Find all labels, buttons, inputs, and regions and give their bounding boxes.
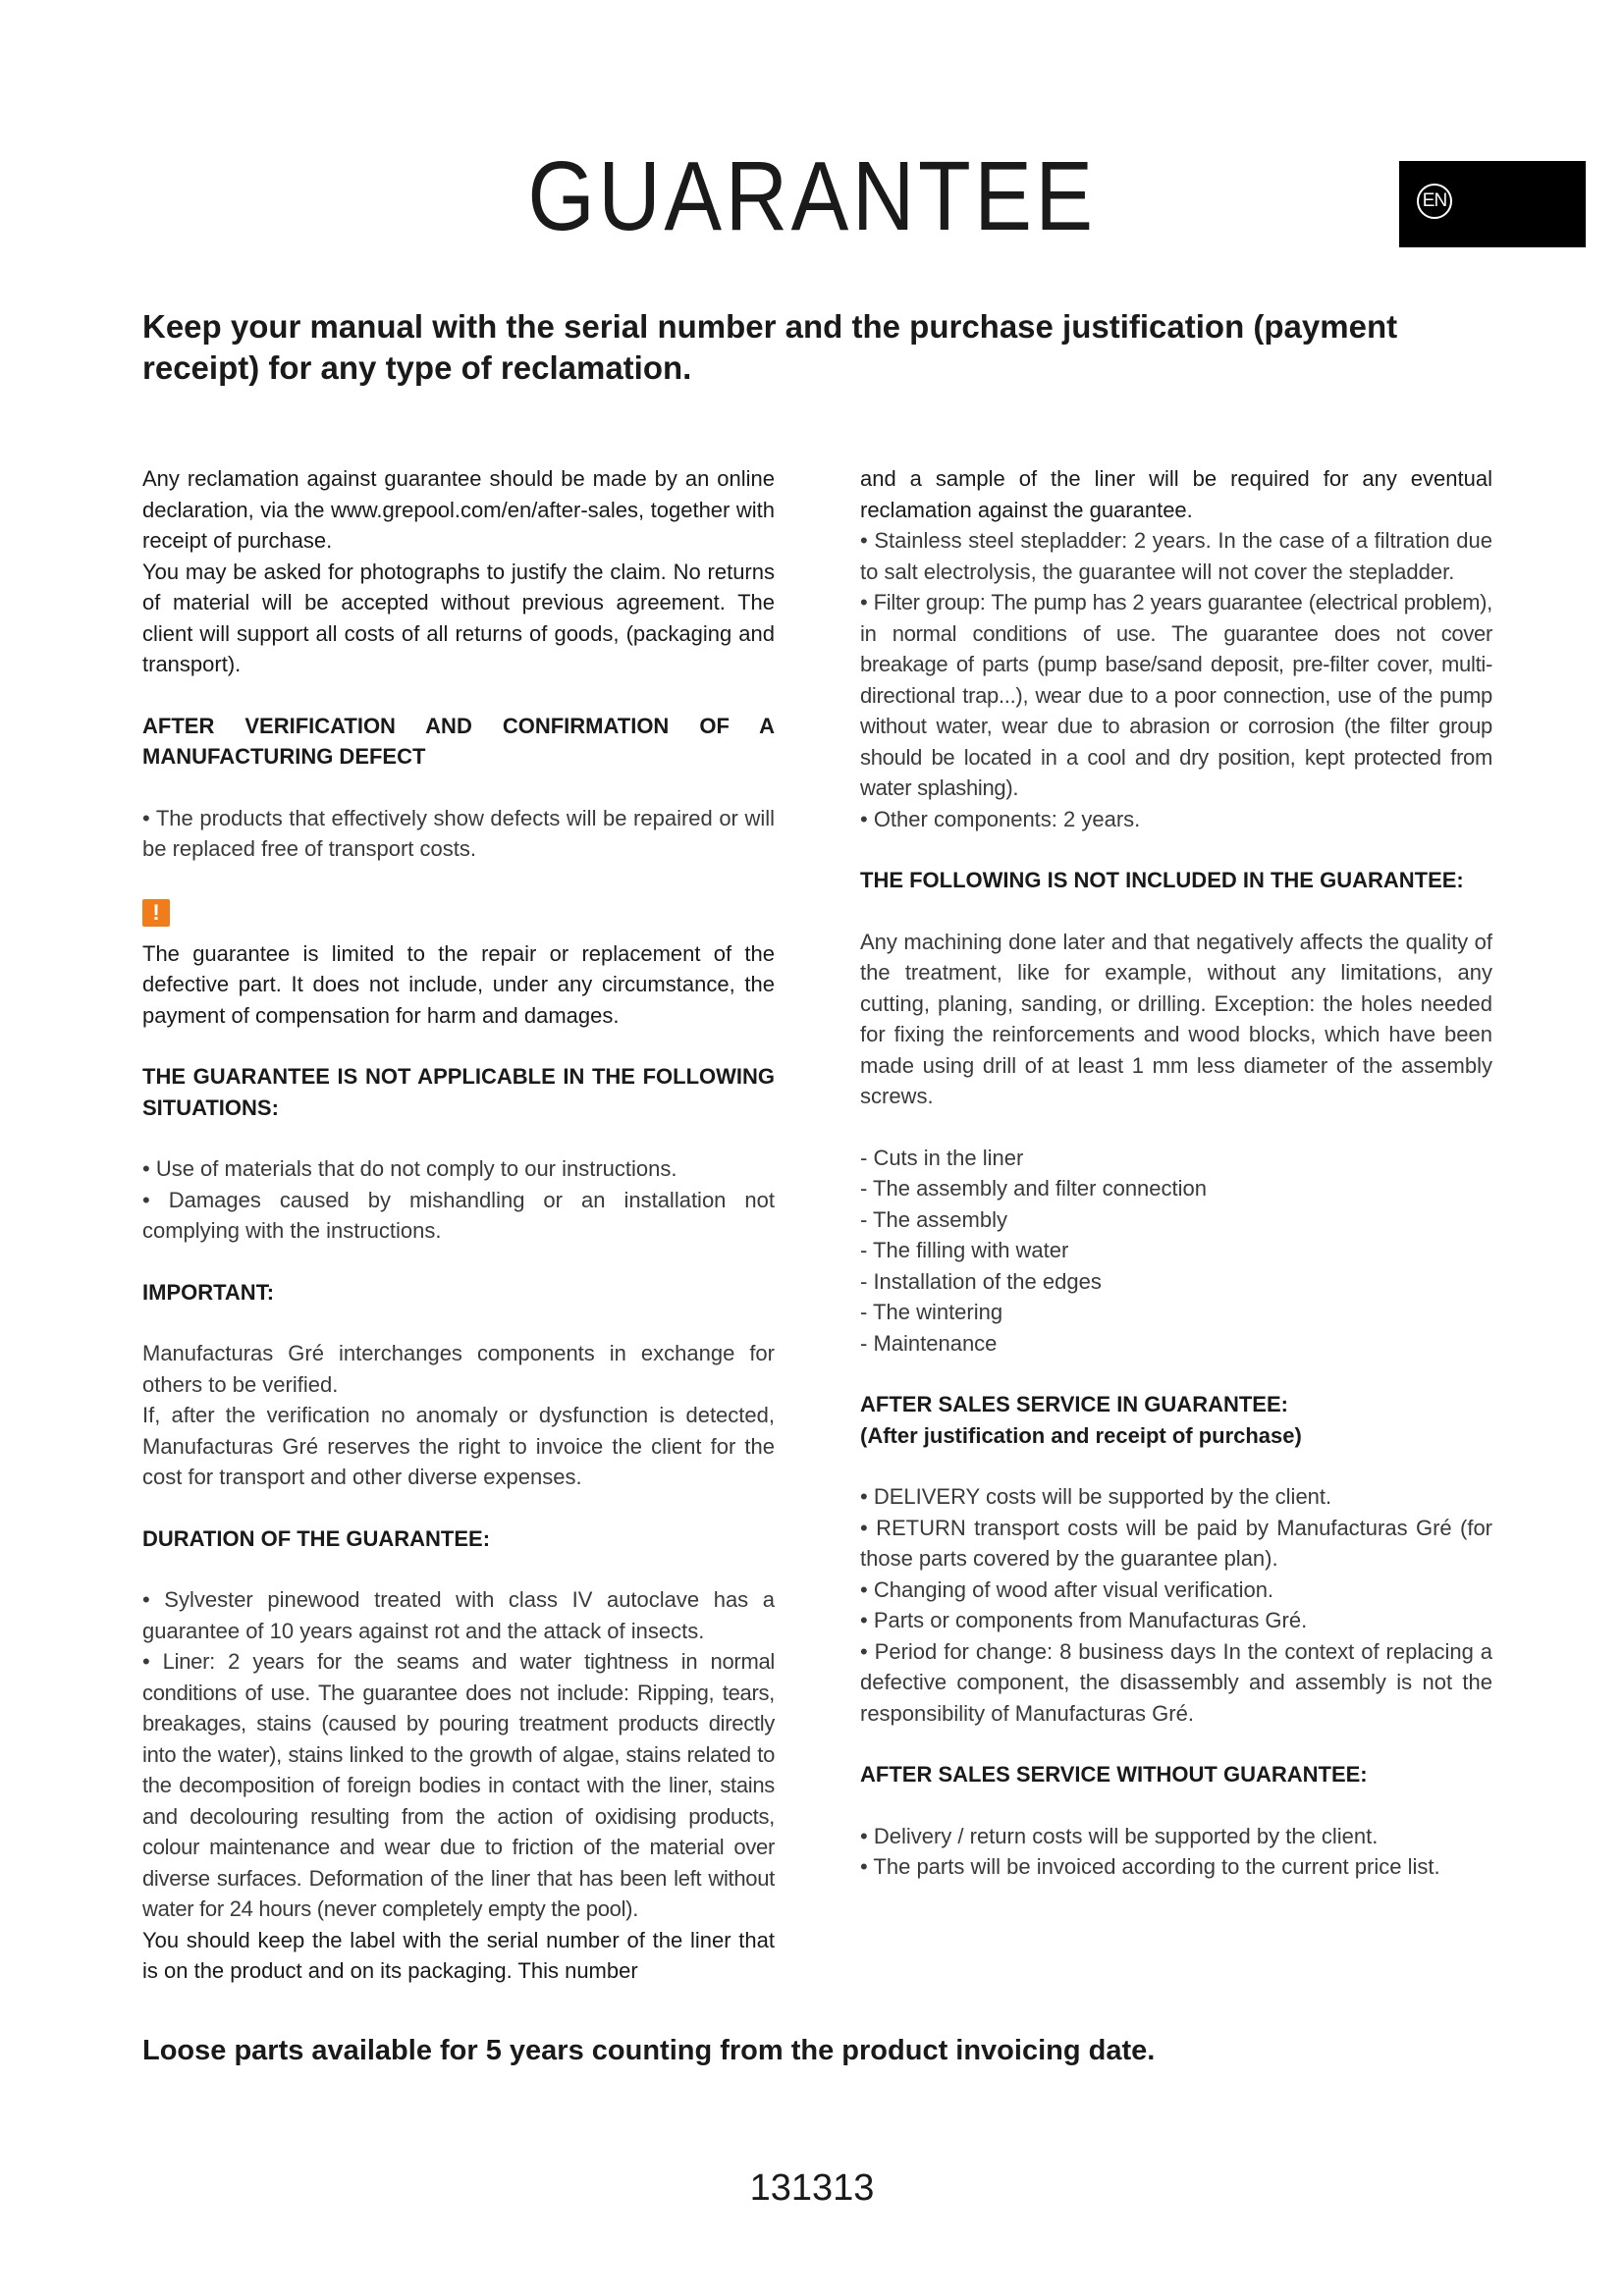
not-applicable-item: • Use of materials that do not comply to our instructions. xyxy=(142,1156,677,1181)
page-number: 131313 xyxy=(749,2167,875,2209)
not-applicable-item: • Damages caused by mishandling or an installation not complying with the instructions. xyxy=(142,1187,775,1243)
list-item: - The filling with water xyxy=(860,1238,1069,1262)
after-sales-heading: AFTER SALES SERVICE IN GUARANTEE: xyxy=(860,1392,1288,1416)
duration-pinewood: • Sylvester pinewood treated with class IV autoclave has a guarantee of 10 years against rot and the attack of insects. xyxy=(142,1587,775,1643)
duration-heading: DURATION OF THE GUARANTEE: xyxy=(142,1525,491,1551)
list-item: - The assembly xyxy=(860,1206,1007,1232)
not-included-heading: THE FOLLOWING IS NOT INCLUDED IN THE GUARANTEE: xyxy=(860,868,1464,892)
list-item: - The assembly and filter connection xyxy=(860,1176,1207,1201)
after-sales-item: • RETURN transport costs will be paid by Manufacturas Gré (for those parts covered by the guarantee plan). xyxy=(860,1515,1492,1571)
after-sales-item: • Period for change: 8 business days In the context of replacing a defective component, the disassembly and assembly is not the responsibility of Manufacturas Gré. xyxy=(860,1638,1492,1726)
verification-text: • The products that effectively show defects will be repaired or will be replaced free of transport costs. xyxy=(142,805,775,861)
list-item: - The wintering xyxy=(860,1300,1003,1324)
list-item: - Maintenance xyxy=(860,1330,998,1356)
without-guarantee-item: • The parts will be invoiced according to the current price list. xyxy=(860,1854,1440,1879)
machining-text: Any machining done later and that negatively affects the quality of the treatment, like for example, without any limitations, any cutting, planing, sanding, or drilling. Exception: the holes needed for fixing the reinforcements and wood blocks, which have been made using drill of at least 1 mm less diameter of the assembly screws. xyxy=(860,929,1492,1108)
duration-liner: • Liner: 2 years for the seams and water tightness in normal conditions of use. The guarantee does not include: Ripping, tears, breakages, stains (caused by pouring treatment products directly into the water), stains linked to the growth of algae, stains related to the decomposition of foreign bodies in contact with the liner, stains and decolouring resulting from the action of oxidising products, colour maintenance and wear due to friction of the material over diverse surfaces. Deformation of the liner that has been left without water for 24 hours (never completely empty the pool). xyxy=(142,1649,775,1921)
language-badge: EN xyxy=(1417,184,1452,219)
after-sales-item: • Changing of wood after visual verification. xyxy=(860,1576,1274,1602)
list-item: - Cuts in the liner xyxy=(860,1145,1024,1170)
list-item: - Installation of the edges xyxy=(860,1268,1102,1294)
photos-paragraph: You may be asked for photographs to justify the claim. No returns of material will be accepted without previous agreement. The client will support all costs of all returns of goods, (packaging and transport). xyxy=(142,559,775,676)
other-components-text: • Other components: 2 years. xyxy=(860,806,1141,831)
important-heading: IMPORTANT: xyxy=(142,1279,275,1305)
without-guarantee-item: • Delivery / return costs will be supported by the client. xyxy=(860,1823,1379,1848)
verification-heading: AFTER VERIFICATION AND CONFIRMATION OF A MANUFACTURING DEFECT xyxy=(142,713,775,769)
after-sales-item: • Parts or components from Manufacturas Gré. xyxy=(860,1608,1308,1632)
warning-icon: ! xyxy=(142,899,170,927)
limit-text: The guarantee is limited to the repair or replacement of the defective part. It does not include, under any circumstance, the payment of compensation for harm and damages. xyxy=(142,940,775,1028)
important-text: Manufacturas Gré interchanges components in exchange for others to be verified. xyxy=(142,1341,775,1397)
language-tab xyxy=(1399,161,1586,247)
stepladder-text: • Stainless steel stepladder: 2 years. In the case of a filtration due to salt electrolysis, the guarantee will not cover the stepladder. xyxy=(860,528,1492,584)
lead-notice: Keep your manual with the serial number and the purchase justification (payment receipt) for any type of reclamation. xyxy=(142,308,1398,386)
loose-parts-note: Loose parts available for 5 years counting from the product invoicing date. xyxy=(142,2035,1156,2066)
label-continued: and a sample of the liner will be required for any eventual reclamation against the guarantee. xyxy=(860,466,1492,522)
intro-paragraph: Any reclamation against guarantee should be made by an online declaration, via the www.grepool.com/en/after-sales, together with receipt of purchase. xyxy=(142,466,775,553)
important-text: If, after the verification no anomaly or dysfunction is detected, Manufacturas Gré reserves the right to invoice the client for the cost for transport and other diverse expenses. xyxy=(142,1403,775,1489)
filter-text: • Filter group: The pump has 2 years guarantee (electrical problem), in normal conditions of use. The guarantee does not cover breakage of parts (pump base/sand deposit, pre-filter cover, multi-directional trap...), wear due to a poor connection, use of the pump without water, wear due to abrasion or corrosion (the filter group should be located in a cool and dry position, kept protected from water splashing). xyxy=(860,590,1492,800)
without-guarantee-heading: AFTER SALES SERVICE WITHOUT GUARANTEE: xyxy=(860,1762,1368,1787)
left-column xyxy=(142,463,775,1987)
not-applicable-heading: THE GUARANTEE IS NOT APPLICABLE IN THE FOLLOWING SITUATIONS: xyxy=(142,1064,775,1120)
after-sales-subheading: (After justification and receipt of purchase) xyxy=(860,1422,1302,1448)
right-column xyxy=(860,463,1492,1883)
after-sales-item: • DELIVERY costs will be supported by the client. xyxy=(860,1484,1332,1509)
page-title: GUARANTEE xyxy=(527,141,1097,251)
exclusions-list xyxy=(860,1143,1492,1360)
label-text: You should keep the label with the serial number of the liner that is on the product and on its packaging. This number xyxy=(142,1927,775,1983)
